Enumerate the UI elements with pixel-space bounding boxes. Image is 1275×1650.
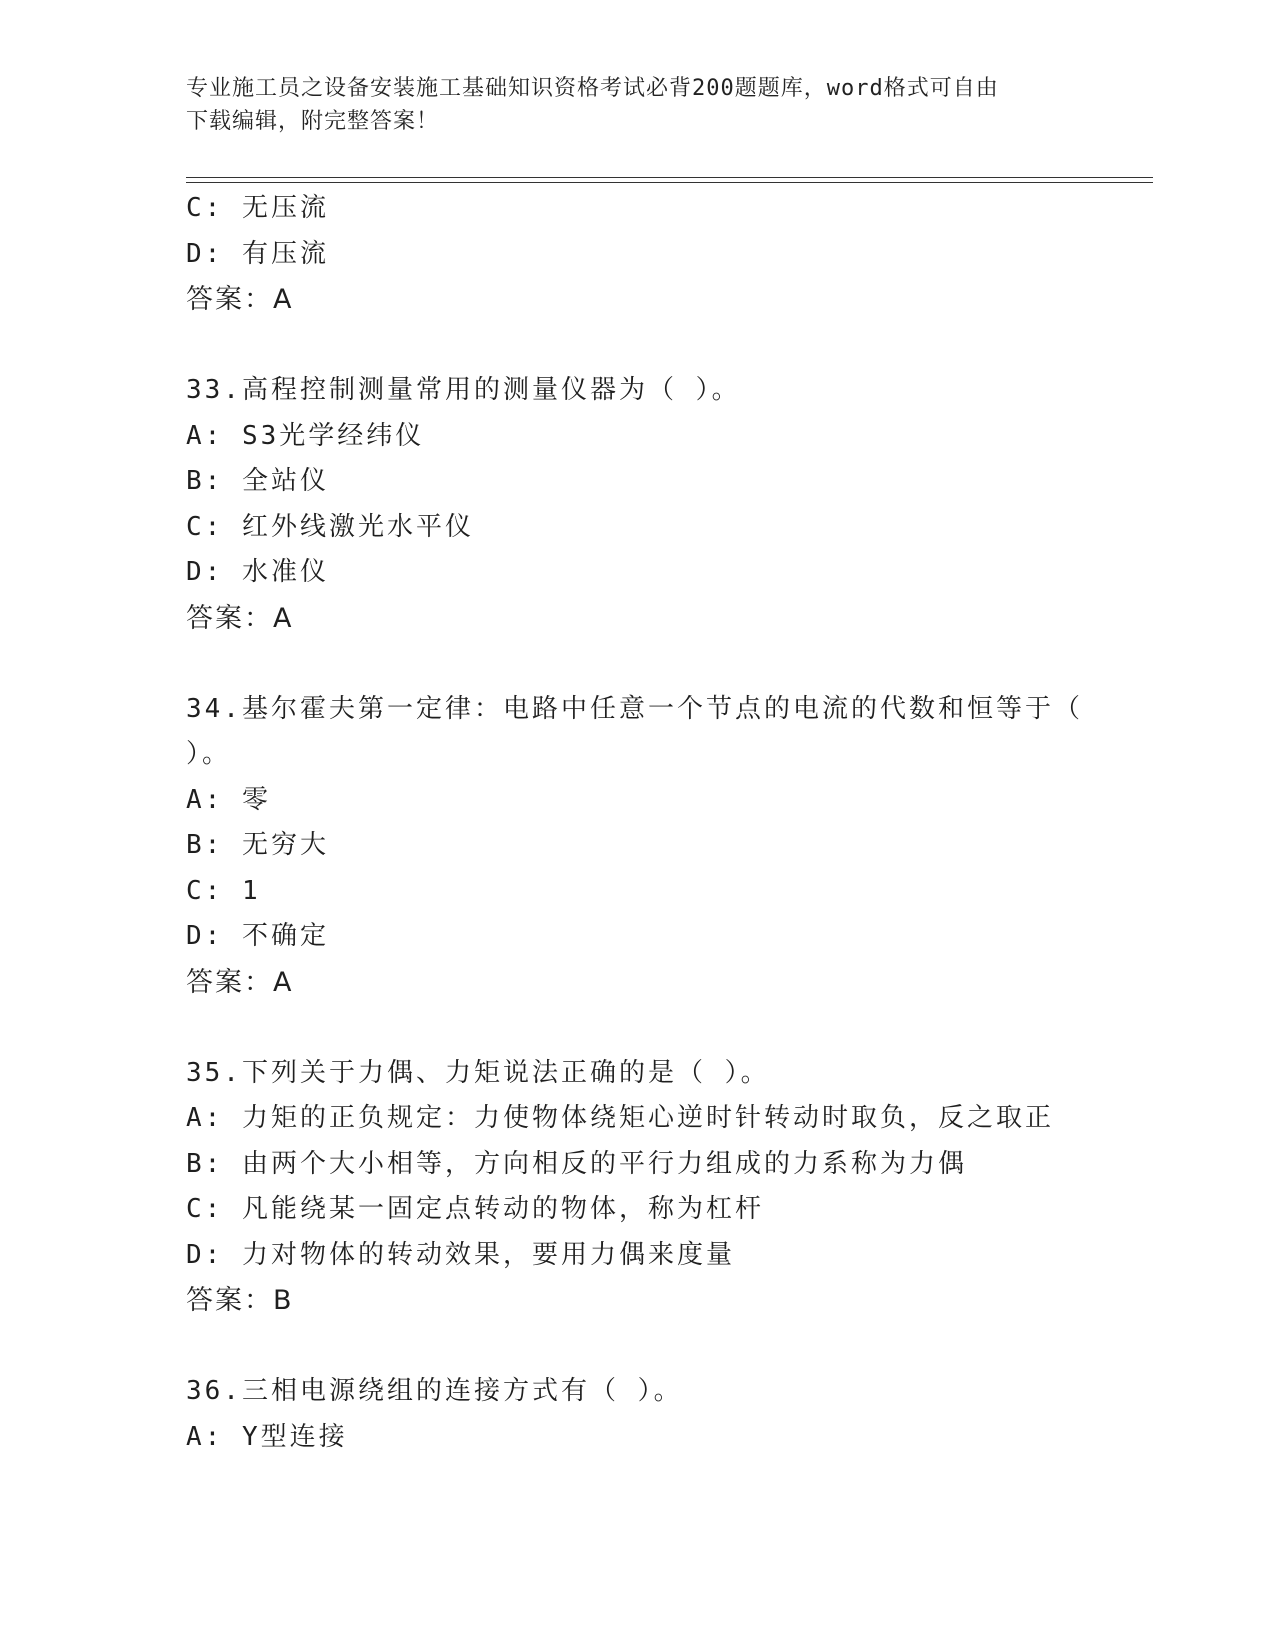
option-a: A: 零 [186,784,271,815]
option-b: B: 全站仪 [186,466,329,496]
question-stem: 34.基尔霍夫第一定律：电路中任意一个节点的电流的代数和恒等于（ [186,693,1083,724]
header-line-2: 下载编辑，附完整答案！ [186,109,440,134]
option-a: A: S3光学经纬仪 [186,420,425,451]
option-b: B: 由两个大小相等，方向相反的平行力组成的力系称为力偶 [186,1148,967,1179]
option-c: C: 无压流 [186,193,329,223]
question-36 [186,1369,1086,1460]
spacer [186,1005,1086,1051]
question-stem: 33.高程控制测量常用的测量仪器为（ ）。 [186,375,741,405]
question-33 [186,368,1086,641]
document-header [186,72,1086,138]
option-d: D: 水准仪 [186,557,329,587]
question-stem-continuation: ）。 [186,739,232,769]
option-a: A: 力矩的正负规定：力使物体绕矩心逆时针转动时取负，反之取正 [186,1103,1054,1133]
answer-line: 答案：B [186,1285,294,1316]
spacer [186,1324,1086,1370]
question-35 [186,1051,1086,1324]
answer-line: 答案：A [186,284,294,315]
answer-line: 答案：A [186,602,294,634]
option-c: C: 凡能绕某一固定点转动的物体，称为杠杆 [186,1194,764,1224]
question-32-continuation [186,186,1086,323]
spacer [186,323,1086,369]
option-d: D: 力对物体的转动效果，要用力偶来度量 [186,1239,735,1270]
spacer [186,641,1086,687]
question-34 [186,687,1086,1006]
option-c: C: 红外线激光水平仪 [186,511,474,542]
question-stem: 35.下列关于力偶、力矩说法正确的是（ ）。 [186,1057,770,1088]
option-b: B: 无穷大 [186,830,329,860]
header-line-1: 专业施工员之设备安装施工基础知识资格考试必背200题题库，word格式可自由 [186,76,999,101]
option-d: D: 有压流 [186,238,329,269]
question-stem: 36.三相电源绕组的连接方式有（ ）。 [186,1376,683,1406]
option-c: C: 1 [186,875,261,906]
question-content [186,186,1086,1460]
option-a: A: Y型连接 [186,1421,348,1452]
option-d: D: 不确定 [186,921,329,951]
answer-line: 答案：A [186,966,294,998]
header-rule-bottom [186,182,1153,183]
header-rule-top [186,177,1153,178]
